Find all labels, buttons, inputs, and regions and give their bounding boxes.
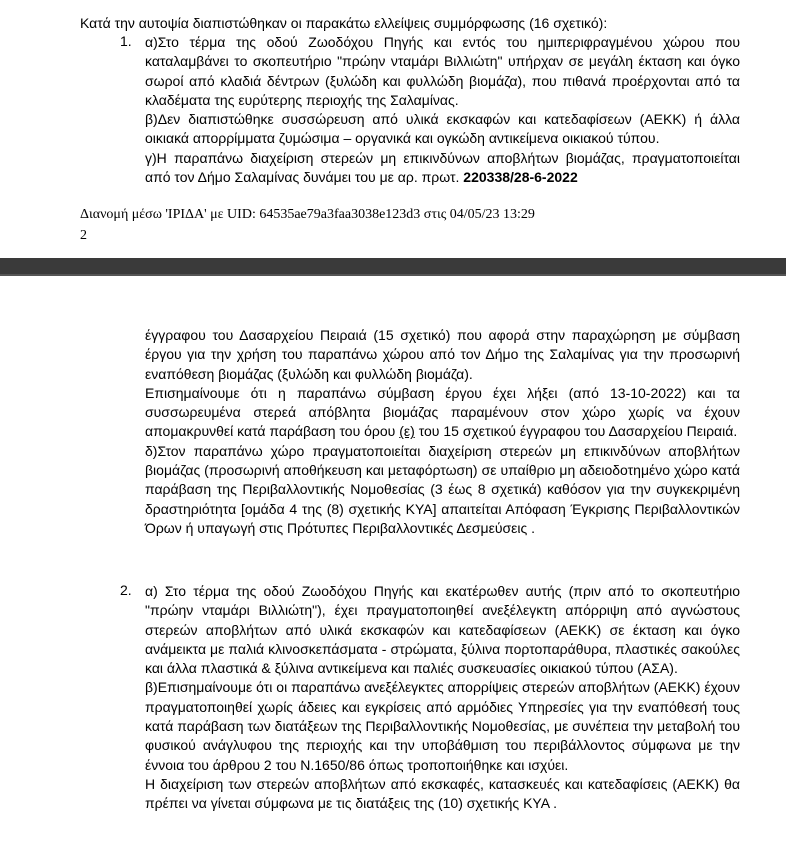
item-number-2: 2. xyxy=(120,582,132,598)
item-2-text xyxy=(145,582,740,814)
item-1-gamma xyxy=(145,149,740,188)
document-page-2 xyxy=(0,276,786,865)
continued-paragraph: έγγραφου του Δασαρχείου Πειραιά (15 σχετικό) που αφορά στην παραχώρηση με σύμβαση έργου για την χρήση του παραπάνω χώρου από τον Δήμο της Σαλαμίνας για την προσωρινή εναπόθεση βιομάζας (ξυλώδη και φυλλώδη βιομάζα). xyxy=(145,327,740,382)
item-1-gamma-text: γ)Η παραπάνω διαχείριση στερεών μη επικινδύνων αποβλήτων βιομάζας, πραγματοποιείται από τον Δήμο Σαλαμίνας δυνάμει του με αρ. πρωτ. xyxy=(145,149,740,186)
document-page-1 xyxy=(0,0,786,258)
item-2-beta: β)Επισημαίνουμε ότι οι παραπάνω ανεξέλεγκτες απορρίψεις στερεών αποβλήτων (ΑΕΚΚ) έχουν πραγματοποιηθεί χωρίς άδειες και εγκρίσεις από αρμόδιες Υπηρεσίες για την εναπόθεσή τους κατά παράβαση των διατάξεων της Περιβαλλοντικής Νομοθεσίας, με συνέπεια την μεταβολή του φυσικού ανάγλυφου της περιοχής και την υποβάθμιση του περιβάλλοντος σύμφωνα με την έννοια του άρθρου 2 του Ν.1650/86 όπως τροποποιήθηκε και ισχύει. xyxy=(145,679,740,773)
page-separator xyxy=(0,258,786,276)
item-1-delta: δ)Στον παραπάνω χώρο πραγματοποιείται διαχείριση στερεών μη επικινδύνων αποβλήτων βιομάζας (προσωρινή αποθήκευση και μεταφόρτωση) σε υπαίθριο μη αδειοδοτημένο χώρο κατά παράβαση της Περιβαλλοντικής Νομοθεσίας (3 έως 8 σχετικά) καθόσον για την συγκεκριμένη δραστηριότητα [ομάδα 4 της (8) σχετικής ΚΥΑ] απαιτείται Απόφαση Έγκρισης Περιβαλλοντικών Όρων ή υπαγωγή στις Πρότυπες Περιβαλλοντικές Δεσμεύσεις . xyxy=(145,442,740,536)
distribution-line: Διανομή μέσω 'ΙΡΙΔΑ' με UID: 64535ae79a3faa3038e123d3 στις 04/05/23 13:29 xyxy=(80,207,535,222)
protocol-reference: 220338/28-6-2022 xyxy=(463,169,578,186)
item-1-beta: β)Δεν διαπιστώθηκε συσσώρευση από υλικά εκσκαφών και κατεδαφίσεων (ΑΕΚΚ) ή άλλα οικιακά απορρίμματα ζυμώσιμα – οργανικά και ογκώδη αντικείμενα οικιακού τύπου. xyxy=(145,111,740,147)
item-1-alpha: α)Στο τέρμα της οδού Ζωοδόχου Πηγής και εντός του ημιπεριφραγμένου χώρου που καταλαμβάνει το σκοπευτήριο "πρώην νταμάρι Βιλλιώτη" υπήρχαν σε μεγάλη έκταση και όγκο σωροί από κλαδιά δέντρων (ξυλώδη και φυλλώδη βιομάζα), που πιθανά προέρχονται από τα κλαδέματα της ευρύτερης περιοχής της Σαλαμίνας. xyxy=(145,34,740,108)
page-number: 2 xyxy=(80,228,87,243)
term-reference: (ε) xyxy=(399,423,415,440)
contract-expiry-paragraph: Επισημαίνουμε ότι η παραπάνω σύμβαση έργου έχει λήξει (από 13-10-2022) και τα συσσωρευμένα στερεά απόβλητα βιομάζας παραμένουν στον χώρο χωρίς να έχουν απομακρυνθεί κατά παράβαση του όρου (ε) του 15 σχετικού έγγραφου του Δασαρχείου Πειραιά. xyxy=(145,384,740,440)
item-number-1: 1. xyxy=(120,33,132,49)
item-2-closing: Η διαχείριση των στερεών αποβλήτων από εκσκαφές, κατασκευές και κατεδαφίσεις (ΑΕΚΚ) θα πρέπει να γίνεται σύμφωνα με τις διατάξεις της (10) σχετικής ΚΥΑ . xyxy=(145,775,740,812)
continued-text xyxy=(145,326,740,538)
inspection-intro: Κατά την αυτοψία διαπιστώθηκαν οι παρακάτω ελλείψεις συμμόρφωσης (16 σχετικό): xyxy=(80,15,608,31)
item-1-text xyxy=(145,33,740,187)
item-2-alpha: α) Στο τέρμα της οδού Ζωοδόχου Πηγής και εκατέρωθεν αυτής (πριν από το σκοπευτήριο "πρώην νταμάρι Βιλλιώτη"), έχει πραγματοποιηθεί ανεξέλεγκτη απόρριψη από αγνώστους στερεών αποβλήτων από υλικά εκσκαφών και κατεδαφίσεων (ΑΕΚΚ) σε έκταση και όγκο ανάμεικτα με παλιά κλινοσκεπάσματα - στρώματα, ξύλινα πορτοπαράθυρα, πλαστικές σακούλες και άλλα πλαστικά & ξύλινα αντικείμενα και παλιές συσκευασίες οικιακού τύπου (ΑΣΑ). xyxy=(145,583,740,677)
